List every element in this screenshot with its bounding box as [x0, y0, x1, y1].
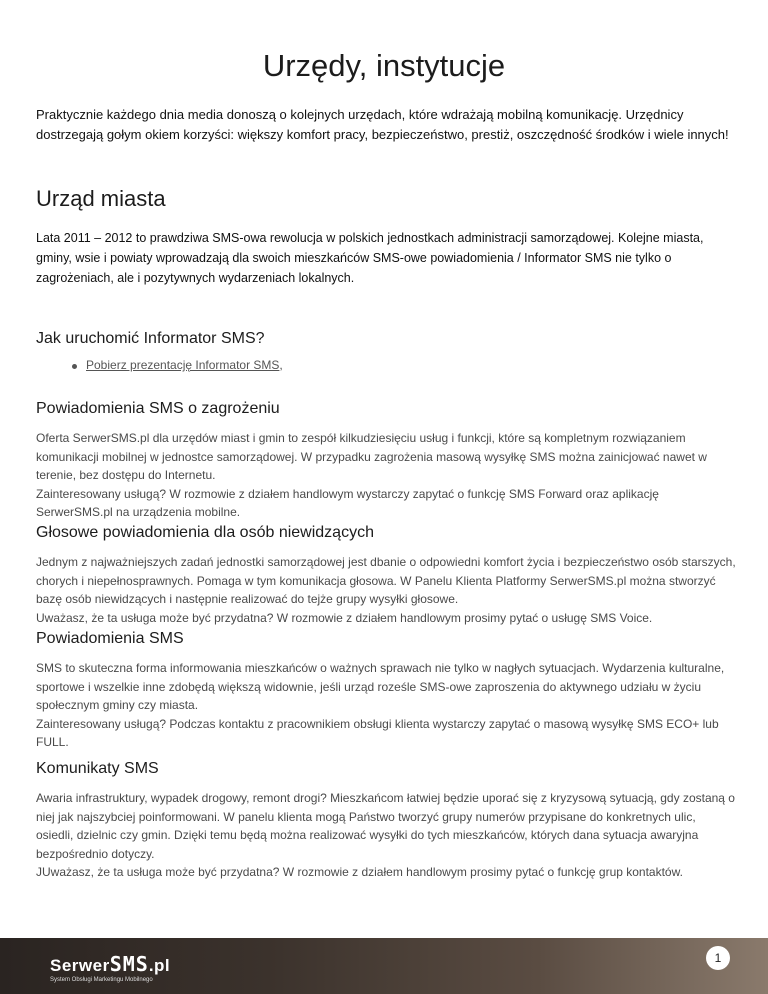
- messages-body: [36, 789, 736, 882]
- notify-body: [36, 659, 736, 752]
- heading-powiadomienia: Powiadomienia SMS: [36, 630, 184, 647]
- howto-list: [72, 358, 283, 372]
- voice-paragraph-1: Jednym z najważniejszych zadań jednostki samorządowej jest dbanie o odpowiedni komfort życia i bezpieczeństwo osób starszych, chorych i niepełnosprawnych. Pomaga w tym komunikacja głosowa. W Panelu Klienta Platformy SerwerSMS.pl można stworzyć bazę osób niewidzących i następnie realizować do tejże grupy wysyłki głosowe.: [36, 555, 736, 606]
- heading-glosowe: Głosowe powiadomienia dla osób niewidzących: [36, 524, 374, 541]
- notify-paragraph-2: Zainteresowany usługą? Podczas kontaktu z pracownikiem obsługi klienta wystarczy zapytać o masową wysyłkę SMS ECO+ lub FULL.: [36, 716, 719, 749]
- intro-paragraph: Praktycznie każdego dnia media donoszą o kolejnych urzędach, które wdrażają mobilną komunikację. Urzędnicy dostrzegają gołym okiem korzyści: większy komfort pracy, bezpieczeństwo, prestiż, oszczędność środków i wiele innych!: [36, 107, 729, 142]
- threat-body: [36, 429, 736, 522]
- section-heading-urzad-miasta: Urząd miasta: [36, 186, 166, 211]
- threat-paragraph-2: Zainteresowany usługą? W rozmowie z działem handlowym wystarczy zapytać o funkcję SMS Forward oraz aplikację SerwerSMS.pl na urządzenia mobilne.: [36, 486, 659, 519]
- link-suffix: ,: [279, 358, 283, 372]
- heading-zagrozenie: Powiadomienia SMS o zagrożeniu: [36, 400, 280, 417]
- voice-paragraph-2: Uważasz, że ta usługa może być przydatna? W rozmowie z działem handlowym prosimy pytać o usługę SMS Voice.: [36, 610, 653, 625]
- heading-komunikaty: Komunikaty SMS: [36, 760, 159, 777]
- logo-tagline: System Obsługi Marketingu Mobilnego: [50, 977, 153, 983]
- threat-paragraph-1: Oferta SerwerSMS.pl dla urzędów miast i gmin to zespół kilkudziesięciu usług i funkcji, które są kompletnym rozwiązaniem komunikacji mobilnej w jednostce samorządowej. W przypadku zagrożenia masową wysyłkę SMS można zainicjować nawet w terenie, bez dostępu do Internetu.: [36, 431, 707, 482]
- voice-body: [36, 553, 736, 627]
- messages-paragraph-1: Awaria infrastruktury, wypadek drogowy, remont drogi? Mieszkańcom łatwiej będzie uporać się z kryzysową sytuacją, gdy zostaną o niej jak najszybciej poinformowani. W panelu klienta mogą Państwo tworzyć grupy numerów przypisane do konkretnych ulic, osiedli, dzielnic czy gmin. Dzięki temu będą można realizować wysyłki do tych mieszkańców, których dana sytuacja awaryjna bezpośrednio dotyczy.: [36, 791, 735, 861]
- logo-prefix: Serwer: [50, 956, 110, 975]
- serwersms-logo: [50, 952, 170, 983]
- page-title: Urzędy, instytucje: [262, 48, 506, 83]
- section-lead-paragraph: Lata 2011 – 2012 to prawdziwa SMS-owa rewolucja w polskich jednostkach administracji samorządowej. Kolejne miasta, gminy, wsie i powiaty wprowadzają dla swoich mieszkańców SMS-owe powiadomienia / Informator SMS nie tylko o zagrożeniach, ale i pozytywnych wydarzeniach lokalnych.: [36, 231, 704, 285]
- notify-paragraph-1: SMS to skuteczna forma informowania mieszkańców o ważnych sprawach nie tylko w nagłych sytuacjach. Wydarzenia kulturalne, sportowe i wszelkie inne zdobędą większą widownie, jeśli urząd roześle SMS-owe zaproszenia do aktywnego udziału w życiu społecznym gminy czy miasta.: [36, 661, 725, 712]
- logo-suffix: .pl: [148, 956, 171, 975]
- messages-paragraph-2: JUważasz, że ta usługa może być przydatna? W rozmowie z działem handlowym prosimy pytać o funkcję grup kontaktów.: [36, 865, 683, 879]
- download-presentation-link[interactable]: Pobierz prezentację Informator SMS: [86, 358, 280, 372]
- logo-sms: SMS: [109, 952, 149, 976]
- page-footer: [0, 938, 768, 994]
- logo-wordmark: [50, 952, 170, 976]
- heading-jak-uruchomic: Jak uruchomić Informator SMS?: [36, 330, 265, 347]
- list-item: [72, 358, 283, 372]
- page-number-badge: 1: [706, 946, 730, 970]
